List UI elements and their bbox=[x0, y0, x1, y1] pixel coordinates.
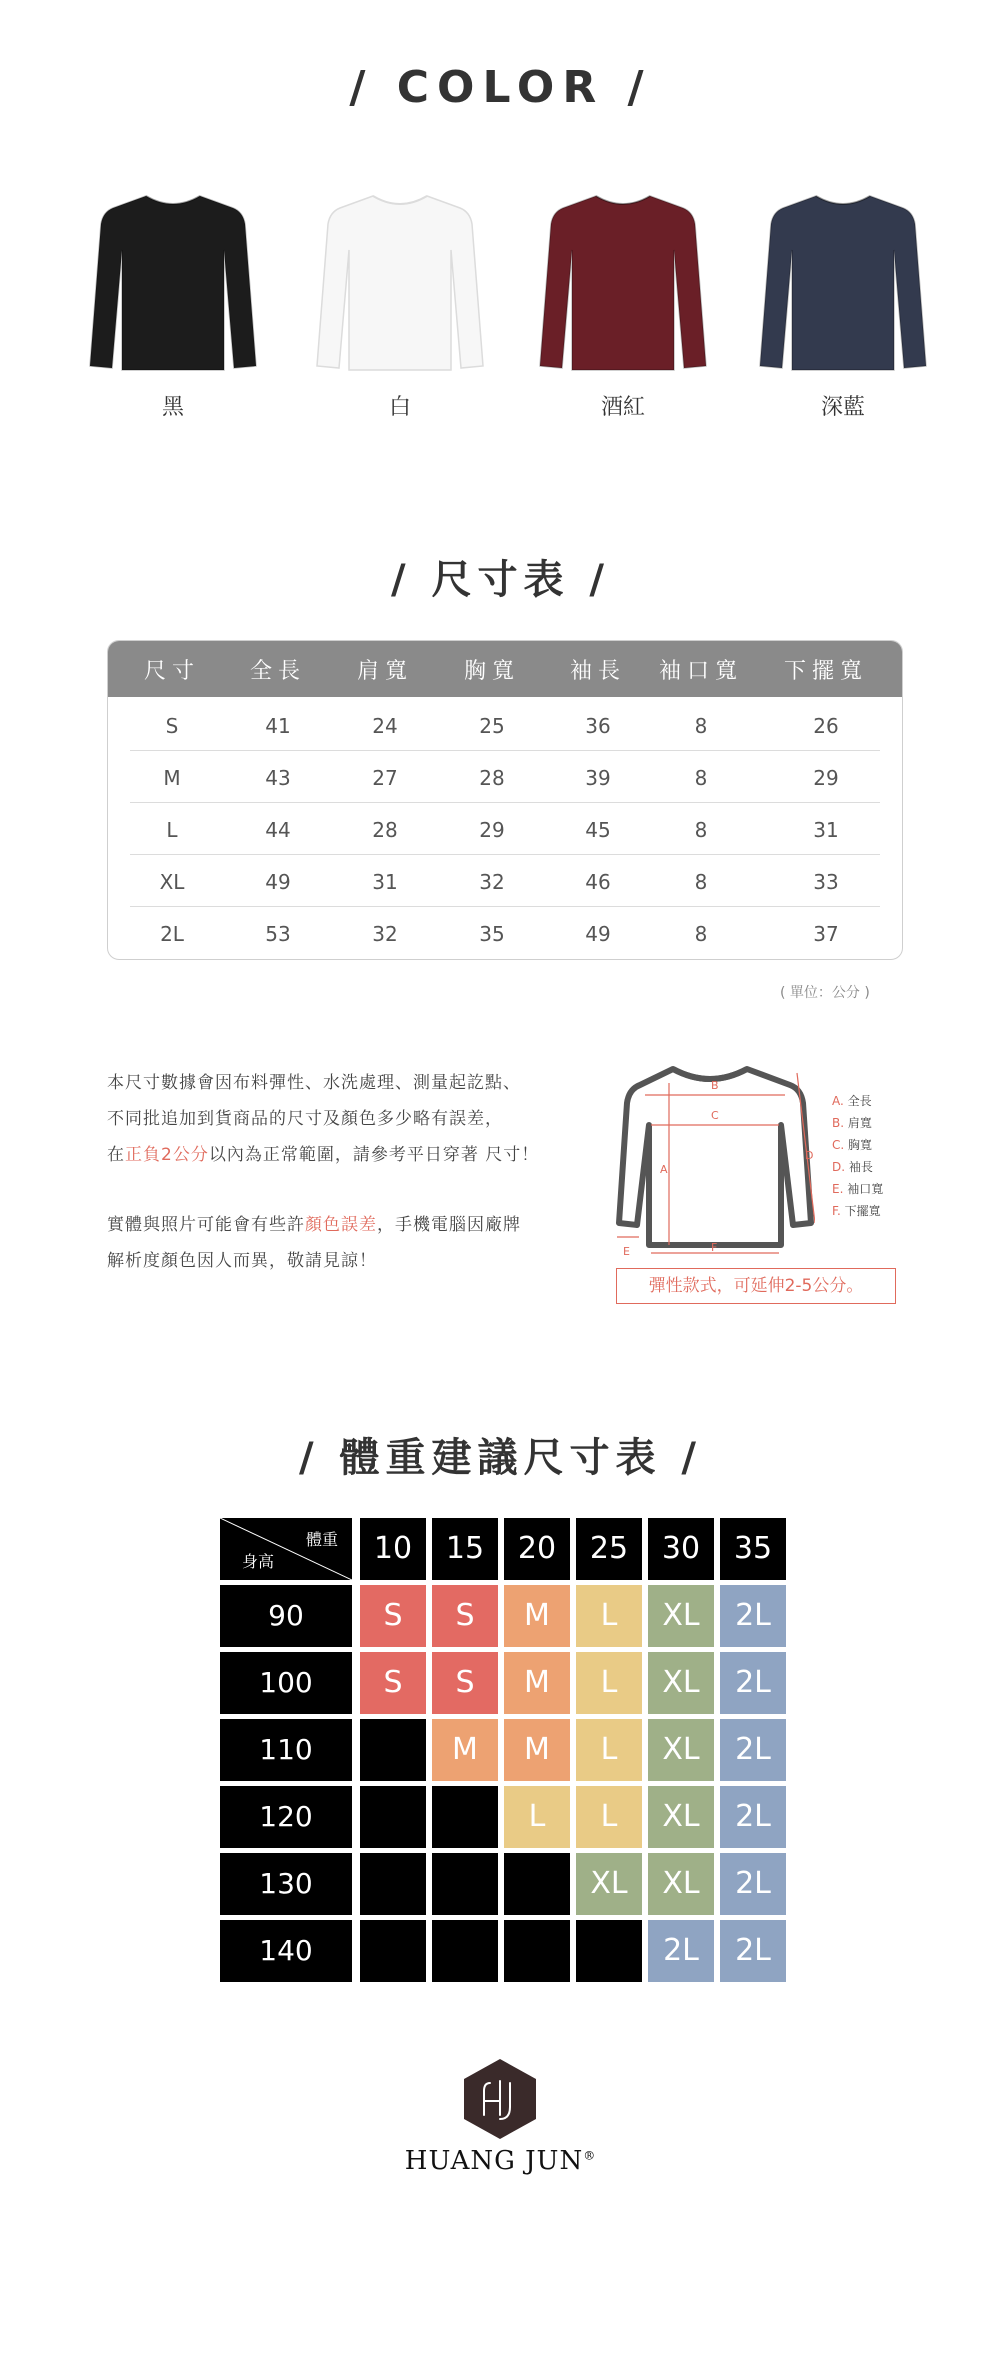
shirt-collar bbox=[673, 1069, 747, 1079]
legend-text: 袖口寬 bbox=[847, 1182, 884, 1196]
weight-header-cell: 30 bbox=[648, 1518, 714, 1580]
color-label: 酒紅 bbox=[600, 395, 645, 420]
size-column-header: 下擺寬 bbox=[783, 659, 868, 684]
legend-item bbox=[832, 1180, 883, 1197]
size-recommendation-cell: XL bbox=[648, 1853, 714, 1915]
height-header-cell: 120 bbox=[220, 1786, 352, 1848]
size-cell: XL bbox=[159, 870, 185, 894]
size-recommendation-cell: 2L bbox=[720, 1652, 786, 1714]
size-cell: 24 bbox=[372, 714, 398, 738]
size-recommendation-cell: S bbox=[432, 1652, 498, 1714]
size-cell: 36 bbox=[585, 714, 611, 738]
legend-key: A. bbox=[832, 1094, 844, 1108]
legend-item bbox=[832, 1092, 872, 1109]
height-header-cell: 140 bbox=[220, 1920, 352, 1982]
size-recommendation-cell: XL bbox=[648, 1585, 714, 1647]
legend-key: E. bbox=[832, 1182, 844, 1196]
size-column-header: 尺寸 bbox=[143, 659, 200, 684]
legend-item bbox=[832, 1158, 873, 1175]
size-cell: 28 bbox=[372, 818, 398, 842]
size-recommendation-cell: L bbox=[576, 1719, 642, 1781]
size-recommendation-cell bbox=[360, 1786, 426, 1848]
label-f: F bbox=[711, 1241, 718, 1254]
color-swatch[interactable] bbox=[538, 190, 708, 380]
size-row bbox=[108, 803, 902, 855]
size-recommendation-cell: 2L bbox=[720, 1719, 786, 1781]
size-cell: 41 bbox=[265, 714, 291, 738]
size-column-header: 全長 bbox=[249, 659, 306, 684]
size-cell: 53 bbox=[265, 922, 291, 946]
size-table-header bbox=[108, 641, 902, 697]
label-c: C bbox=[711, 1109, 719, 1122]
height-header-cell: 110 bbox=[220, 1719, 352, 1781]
size-cell: 8 bbox=[694, 714, 708, 738]
corner-weight-label: 體重 bbox=[305, 1530, 338, 1549]
size-recommendation-cell: S bbox=[360, 1585, 426, 1647]
measurement-diagram bbox=[615, 1055, 815, 1260]
color-title: / COLOR / bbox=[349, 62, 652, 113]
size-cell: 31 bbox=[372, 870, 398, 894]
label-a: A bbox=[660, 1163, 668, 1176]
note-text: 以內為正常範圍，請參考平日穿著 尺寸！ bbox=[208, 1145, 540, 1165]
note-line: 解析度顏色因人而異，敬請見諒！ bbox=[107, 1251, 377, 1271]
note-text: ，手機電腦因廠牌 bbox=[377, 1215, 521, 1235]
elastic-note: 彈性款式，可延伸2-5公分。 bbox=[616, 1268, 896, 1304]
size-cell: 8 bbox=[694, 766, 708, 790]
weight-header-cell: 20 bbox=[504, 1518, 570, 1580]
note-highlight: 顏色誤差 bbox=[305, 1215, 377, 1235]
size-recommendation-cell: M bbox=[504, 1652, 570, 1714]
size-cell: 49 bbox=[265, 870, 291, 894]
brand-name bbox=[0, 2146, 1001, 2176]
note-text: 實體與照片可能會有些許 bbox=[107, 1215, 305, 1235]
brand-logo bbox=[462, 2057, 538, 2141]
height-header-cell: 90 bbox=[220, 1585, 352, 1647]
size-cell: 27 bbox=[372, 766, 398, 790]
size-recommendation-cell: 2L bbox=[720, 1853, 786, 1915]
size-recommendation-cell bbox=[576, 1920, 642, 1982]
size-cell: 8 bbox=[694, 818, 708, 842]
size-column-header: 袖長 bbox=[569, 659, 626, 684]
size-recommendation-cell bbox=[504, 1920, 570, 1982]
size-cell: 49 bbox=[585, 922, 611, 946]
size-recommendation-cell: 2L bbox=[720, 1585, 786, 1647]
legend-text: 袖長 bbox=[848, 1160, 873, 1174]
size-cell: 39 bbox=[585, 766, 611, 790]
size-cell: 37 bbox=[813, 922, 839, 946]
note-line: 本尺寸數據會因布料彈性、水洗處理、測量起訖點、 bbox=[107, 1073, 521, 1093]
weight-header-cell: 35 bbox=[720, 1518, 786, 1580]
size-recommendation-cell: 2L bbox=[720, 1920, 786, 1982]
size-cell: S bbox=[165, 714, 179, 738]
label-e: E bbox=[623, 1245, 630, 1258]
color-swatch[interactable] bbox=[88, 190, 258, 380]
color-label: 深藍 bbox=[820, 395, 865, 420]
brand-registered-mark: ® bbox=[583, 2148, 597, 2163]
long-sleeve-shirt-icon bbox=[88, 190, 258, 380]
size-column-header: 肩寬 bbox=[356, 659, 413, 684]
size-cell: 33 bbox=[813, 870, 839, 894]
size-cell: M bbox=[163, 766, 181, 790]
size-cell: 46 bbox=[585, 870, 611, 894]
color-swatch[interactable] bbox=[315, 190, 485, 380]
weight-table-corner bbox=[220, 1518, 352, 1580]
note-line: 不同批追加到貨商品的尺寸及顏色多少略有誤差， bbox=[107, 1109, 503, 1129]
size-recommendation-cell: L bbox=[576, 1786, 642, 1848]
size-cell: 45 bbox=[585, 818, 611, 842]
size-recommendation-cell: L bbox=[576, 1652, 642, 1714]
weight-header-cell: 15 bbox=[432, 1518, 498, 1580]
size-recommendation-cell: 2L bbox=[720, 1786, 786, 1848]
size-recommendation-cell bbox=[360, 1853, 426, 1915]
size-cell: 35 bbox=[479, 922, 505, 946]
size-cell: 26 bbox=[813, 714, 839, 738]
size-recommendation-cell: XL bbox=[648, 1786, 714, 1848]
brand-text: HUANG JUN bbox=[404, 2146, 584, 2176]
legend-text: 胸寬 bbox=[848, 1138, 873, 1152]
weight-header-cell: 10 bbox=[360, 1518, 426, 1580]
note-highlight: 正負2公分 bbox=[125, 1145, 209, 1165]
height-header-cell: 130 bbox=[220, 1853, 352, 1915]
size-recommendation-cell: M bbox=[504, 1585, 570, 1647]
size-row bbox=[108, 751, 902, 803]
size-recommendation-cell: S bbox=[360, 1652, 426, 1714]
size-cell: 44 bbox=[265, 818, 291, 842]
size-recommendation-cell bbox=[432, 1920, 498, 1982]
legend-key: F. bbox=[832, 1204, 841, 1218]
note-text: 在 bbox=[107, 1145, 125, 1165]
size-column-header: 袖口寬 bbox=[658, 659, 743, 684]
size-cell: 32 bbox=[372, 922, 398, 946]
size-recommendation-cell: L bbox=[504, 1786, 570, 1848]
color-label: 白 bbox=[388, 395, 411, 420]
long-sleeve-shirt-icon bbox=[315, 190, 485, 380]
weight-header-cell: 25 bbox=[576, 1518, 642, 1580]
size-recommendation-cell: M bbox=[504, 1719, 570, 1781]
size-cell: 29 bbox=[479, 818, 505, 842]
legend-item bbox=[832, 1202, 881, 1219]
size-cell: 32 bbox=[479, 870, 505, 894]
size-row bbox=[108, 855, 902, 907]
size-cell: 29 bbox=[813, 766, 839, 790]
long-sleeve-shirt-icon bbox=[758, 190, 928, 380]
size-cell: 8 bbox=[694, 922, 708, 946]
legend-text: 肩寬 bbox=[847, 1116, 872, 1130]
size-table bbox=[107, 640, 903, 960]
long-sleeve-shirt-icon bbox=[538, 190, 708, 380]
size-cell: 2L bbox=[160, 922, 184, 946]
size-cell: L bbox=[166, 818, 178, 842]
size-cell: 43 bbox=[265, 766, 291, 790]
line-d bbox=[797, 1073, 815, 1223]
note-line bbox=[107, 1210, 521, 1235]
legend-key: C. bbox=[832, 1138, 845, 1152]
corner-height-label: 身高 bbox=[242, 1552, 275, 1571]
size-recommendation-cell: XL bbox=[648, 1652, 714, 1714]
note-line bbox=[107, 1140, 539, 1165]
label-b: B bbox=[711, 1079, 719, 1092]
size-recommendation-cell: XL bbox=[576, 1853, 642, 1915]
size-recommendation-cell bbox=[360, 1719, 426, 1781]
legend-text: 全長 bbox=[847, 1094, 872, 1108]
size-cell: 31 bbox=[813, 818, 839, 842]
size-chart-title: / 尺寸表 / bbox=[390, 557, 611, 603]
size-cell: 28 bbox=[479, 766, 505, 790]
legend-item bbox=[832, 1114, 872, 1131]
size-row bbox=[108, 699, 902, 751]
size-recommendation-cell bbox=[504, 1853, 570, 1915]
size-recommendation-cell: XL bbox=[648, 1719, 714, 1781]
unit-note: ( 單位：公分 ) bbox=[780, 985, 870, 1001]
size-recommendation-cell: M bbox=[432, 1719, 498, 1781]
size-recommendation-cell bbox=[360, 1920, 426, 1982]
size-recommendation-cell bbox=[432, 1786, 498, 1848]
legend-text: 下擺寬 bbox=[844, 1204, 881, 1218]
size-recommendation-cell: L bbox=[576, 1585, 642, 1647]
height-header-cell: 100 bbox=[220, 1652, 352, 1714]
size-recommendation-cell bbox=[432, 1853, 498, 1915]
size-row bbox=[108, 907, 902, 959]
size-column-header: 胸寬 bbox=[463, 659, 520, 684]
legend-key: B. bbox=[832, 1116, 845, 1130]
weight-chart-title: / 體重建議尺寸表 / bbox=[298, 1435, 703, 1481]
legend-key: D. bbox=[832, 1160, 846, 1174]
legend-item bbox=[832, 1136, 872, 1153]
size-recommendation-cell: S bbox=[432, 1585, 498, 1647]
label-d: D bbox=[805, 1149, 814, 1162]
color-label: 黑 bbox=[161, 395, 184, 420]
size-cell: 25 bbox=[479, 714, 505, 738]
size-cell: 8 bbox=[694, 870, 708, 894]
color-swatch[interactable] bbox=[758, 190, 928, 380]
size-recommendation-cell: 2L bbox=[648, 1920, 714, 1982]
